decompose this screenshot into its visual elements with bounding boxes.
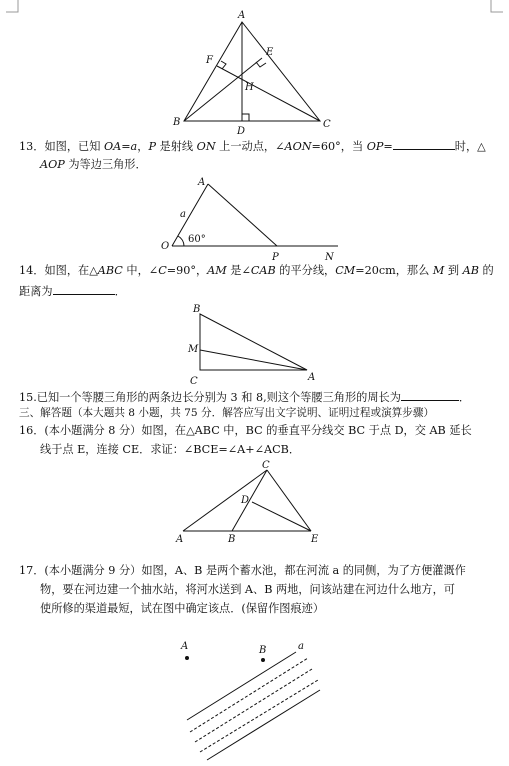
fig13-label-a-point: A	[198, 177, 206, 188]
fig16-label-b: B	[228, 534, 236, 545]
q16-line1: 16．(本小题满分 8 分）如图，在△ABC 中，BC 的垂直平分线交 BC 于点 D，交 AB 延长	[19, 424, 472, 437]
figure-top-triangle	[0, 0, 509, 140]
q16-line2: 线于点 E，连接 CE．求证：∠BCE=∠A+∠ACB．	[40, 443, 301, 456]
fig13-label-a-side: a	[180, 209, 186, 220]
q13-number: 13．	[19, 140, 45, 153]
fig17-label-b: B	[259, 645, 267, 656]
q17-line2: 物，要在河边建一个抽水站，将河水送到 A、B 两地，问该站建在河边什么地方，可	[40, 583, 455, 596]
q14-line1: 14．如图，在△ABC 中，∠C=90°，AM 是∠CAB 的平分线，CM=20cm，那么 M 到 AB 的	[19, 264, 494, 277]
q17-line3: 使所修的渠道最短，试在图中确定该点．(保留作图痕迹）	[40, 602, 325, 615]
figure-q13	[0, 172, 509, 263]
fig-top-label-c: C	[323, 119, 331, 130]
fig16-label-e: E	[311, 534, 319, 545]
q15-line: 15.已知一个等腰三角形的两条边长分别为 3 和 8,则这个等腰三角形的周长为 ．	[19, 391, 471, 404]
figure-q17	[0, 636, 509, 766]
fig14-label-c: C	[190, 376, 198, 387]
q13-line2: AOP 为等边三角形．	[40, 158, 147, 171]
q17-line1: 17．(本小题满分 9 分）如图，A、B 是两个蓄水池，都在河流 a 的同侧，为了方便灌溉作	[19, 564, 466, 577]
q14-number: 14．	[19, 264, 45, 277]
q14-answer-blank[interactable]	[53, 283, 115, 295]
figure-q16	[0, 462, 509, 552]
fig-top-label-e: E	[266, 47, 274, 58]
section-three-heading: 三、解答题（本大题共 8 小题，共 75 分．解答应写出文字说明、证明过程或演算步骤）	[19, 407, 435, 419]
q15-answer-blank[interactable]	[401, 389, 459, 401]
fig16-label-c: C	[262, 460, 270, 471]
fig16-label-a: A	[176, 534, 184, 545]
fig14-label-a: A	[308, 372, 316, 383]
q13-answer-blank[interactable]	[393, 138, 455, 150]
fig16-label-d: D	[241, 495, 250, 506]
q13-line1: 13．如图，已知 OA=a，P 是射线 ON 上一动点，∠AON=60°，当 OP= 时，△	[19, 140, 486, 153]
fig17-label-river: a	[298, 641, 304, 652]
fig-top-label-d: D	[237, 126, 246, 137]
fig-top-label-f: F	[206, 55, 213, 66]
figure-q14	[0, 300, 509, 390]
fig-top-label-a: A	[238, 10, 246, 21]
fig17-label-a: A	[181, 641, 189, 652]
fig13-label-p: P	[272, 252, 279, 263]
fig14-label-m: M	[188, 344, 199, 355]
fig13-label-n: N	[325, 252, 334, 263]
q14-line2: 距离为 ．	[19, 285, 126, 298]
fig-top-label-b: B	[173, 117, 181, 128]
fig13-label-angle: 60°	[188, 234, 206, 245]
fig13-label-o: O	[161, 241, 170, 252]
fig14-label-b: B	[193, 304, 201, 315]
fig-top-label-h: H	[245, 82, 254, 93]
